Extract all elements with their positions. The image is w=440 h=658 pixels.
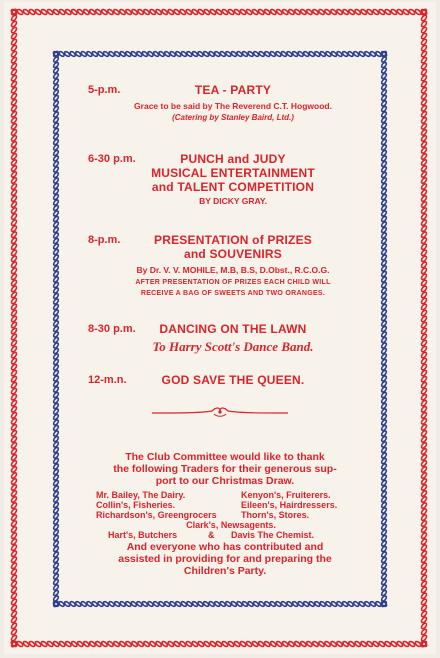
programme-detail: Grace to be said by The Reverend C.T. Hogwood. xyxy=(134,101,332,111)
traders-row xyxy=(96,520,366,530)
programme-note: RECEIVE A BAG OF SWEETS AND TWO ORANGES. xyxy=(140,290,326,297)
programme-title: and SOUVENIRS xyxy=(184,247,282,261)
traders-list xyxy=(96,490,366,540)
programme-title: MUSICAL ENTERTAINMENT xyxy=(151,166,315,180)
traders-row xyxy=(96,490,366,500)
programme-time: 5-p.m. xyxy=(88,84,121,96)
traders-row xyxy=(96,530,366,540)
trader: Hart's, Butchers xyxy=(108,530,178,540)
thanks-line: port to our Christmas Draw. xyxy=(155,475,295,487)
programme-title: and TALENT COMPETITION xyxy=(151,180,315,194)
trader: Mr. Bailey, The Dairy. xyxy=(96,490,186,500)
programme-time: 8-p.m. xyxy=(88,234,121,246)
programme-caterer: (Catering by Stanley Baird, Ltd.) xyxy=(172,113,294,122)
trader: Clark's, Newsagents. xyxy=(186,520,276,530)
thanks-closing xyxy=(90,541,360,577)
thanks-line: the following Traders for their generous sup- xyxy=(113,463,337,475)
trader: Davis The Chemist. xyxy=(231,530,315,540)
programme-title: DANCING ON THE LAWN xyxy=(159,322,307,336)
thanks-line: Children's Party. xyxy=(183,565,267,577)
programme-detail: By Dr. V. V. MOHILE, M.B, B.S, D.Obst., R.C.O.G. xyxy=(136,265,330,275)
trader: Thorn's, Stores. xyxy=(241,510,310,520)
ampersand: & xyxy=(208,530,215,540)
trader: Collin's, Fisheries. xyxy=(96,500,176,510)
thanks-line: The Club Committee would like to thank xyxy=(125,451,325,463)
trader: Eileen's, Hairdressers. xyxy=(241,500,338,510)
thanks-line: assisted in providing for and preparing the xyxy=(118,553,332,565)
programme-detail: BY DICKY GRAY. xyxy=(199,196,267,206)
traders-row xyxy=(96,500,366,510)
trader: Kenyon's, Fruiterers. xyxy=(241,490,331,500)
programme-title: PUNCH and JUDY xyxy=(180,152,286,166)
flourish-divider xyxy=(150,404,290,420)
programme-title: GOD SAVE THE QUEEN. xyxy=(161,373,305,387)
programme-title: TEA - PARTY xyxy=(194,83,272,97)
programme-time: 8-30 p.m. xyxy=(88,323,136,335)
trader: Richardson's, Greengrocers xyxy=(96,510,217,520)
programme-note: AFTER PRESENTATION OF PRIZES EACH CHILD WILL xyxy=(135,279,331,286)
thanks-intro xyxy=(90,451,360,487)
programme-band: To Harry Scott's Dance Band. xyxy=(152,339,314,354)
programme-title: PRESENTATION of PRIZES xyxy=(154,233,312,247)
traders-row xyxy=(96,510,366,520)
programme-time: 6-30 p.m. xyxy=(88,153,136,165)
thanks-line: And everyone who has contributed and xyxy=(126,541,324,553)
programme-time: 12-m.n. xyxy=(88,374,127,386)
